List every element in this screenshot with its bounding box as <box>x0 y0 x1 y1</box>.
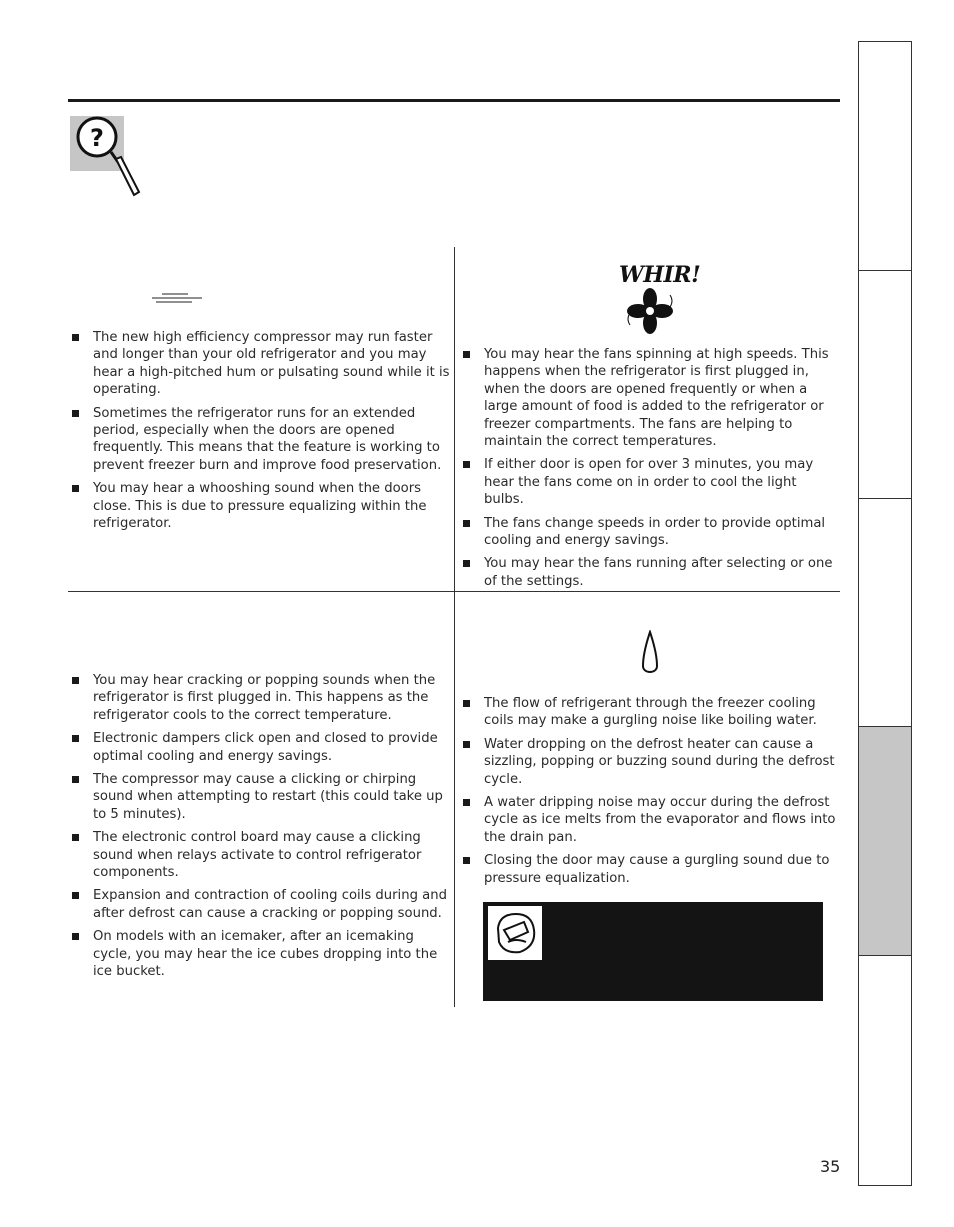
section-tab-1[interactable] <box>859 42 911 271</box>
section-tab-5[interactable] <box>859 956 911 1186</box>
water-drop-icon <box>640 630 660 680</box>
svg-text:?: ? <box>90 124 104 152</box>
list-item: Electronic dampers click open and closed to provide optimal cooling and energy savings. <box>72 730 450 765</box>
list-item: Water dropping on the defrost heater can cause a sizzling, popping or buzzing sound during the defrost cycle. <box>463 736 839 788</box>
section-tab-3[interactable] <box>859 499 911 727</box>
list-item: You may hear cracking or popping sounds when the refrigerator is first plugged in. This happens as the refrigerator cools to the correct temperature. <box>72 672 450 724</box>
list-item: A water dripping noise may occur during the defrost cycle as ice melts from the evaporator and flows into the drain pan. <box>463 794 839 846</box>
list-item: The compressor may cause a clicking or chirping sound when attempting to restart (this could take up to 5 minutes). <box>72 771 450 823</box>
list-item: The new high efficiency compressor may run faster and longer than your old refrigerator and you may hear a high-pitched hum or pulsating sound while it is operating. <box>72 329 450 399</box>
question-magnifier-icon <box>70 112 150 202</box>
list-item: The flow of refrigerant through the freezer cooling coils may make a gurgling noise like boiling water. <box>463 695 839 730</box>
section-tab-4-active[interactable] <box>859 727 911 956</box>
compressor-sounds-list <box>72 329 450 538</box>
hum-sound-icon <box>152 292 202 304</box>
list-item: The electronic control board may cause a clicking sound when relays activate to control refrigerator components. <box>72 829 450 881</box>
water-sounds-list <box>463 695 839 893</box>
header-rule <box>68 99 840 102</box>
list-item: Sometimes the refrigerator runs for an extended period, especially when the doors are opened frequently. This means that the feature is working to prevent freezer burn and improve food preservation. <box>72 405 450 475</box>
fan-sounds-list <box>463 346 839 596</box>
list-item: Closing the door may cause a gurgling sound due to pressure equalization. <box>463 852 839 887</box>
hand-note-icon <box>490 908 540 958</box>
whir-sound-word: WHIR! <box>619 262 701 288</box>
list-item: You may hear the fans running after selecting or one of the settings. <box>463 555 839 590</box>
list-item: You may hear the fans spinning at high speeds. This happens when the refrigerator is first plugged in, when the doors are opened frequently or when a large amount of food is added to the refrigerator or freezer compartments. The fans are helping to maintain the correct temperatures. <box>463 346 839 450</box>
column-divider <box>454 247 455 1007</box>
list-item: You may hear a whooshing sound when the doors close. This is due to pressure equalizing within the refrigerator. <box>72 480 450 532</box>
page-number: 35 <box>820 1157 841 1176</box>
section-tab-2[interactable] <box>859 271 911 499</box>
list-item: The fans change speeds in order to provide optimal cooling and energy savings. <box>463 515 839 550</box>
popping-sounds-list <box>72 672 450 987</box>
section-tabs <box>858 41 912 1186</box>
list-item: Expansion and contraction of cooling coils during and after defrost can cause a cracking or popping sound. <box>72 887 450 922</box>
list-item: On models with an icemaker, after an icemaking cycle, you may hear the ice cubes dropping into the ice bucket. <box>72 928 450 980</box>
fan-icon <box>624 287 676 335</box>
list-item: If either door is open for over 3 minutes, you may hear the fans come on in order to cool the light bulbs. <box>463 456 839 508</box>
